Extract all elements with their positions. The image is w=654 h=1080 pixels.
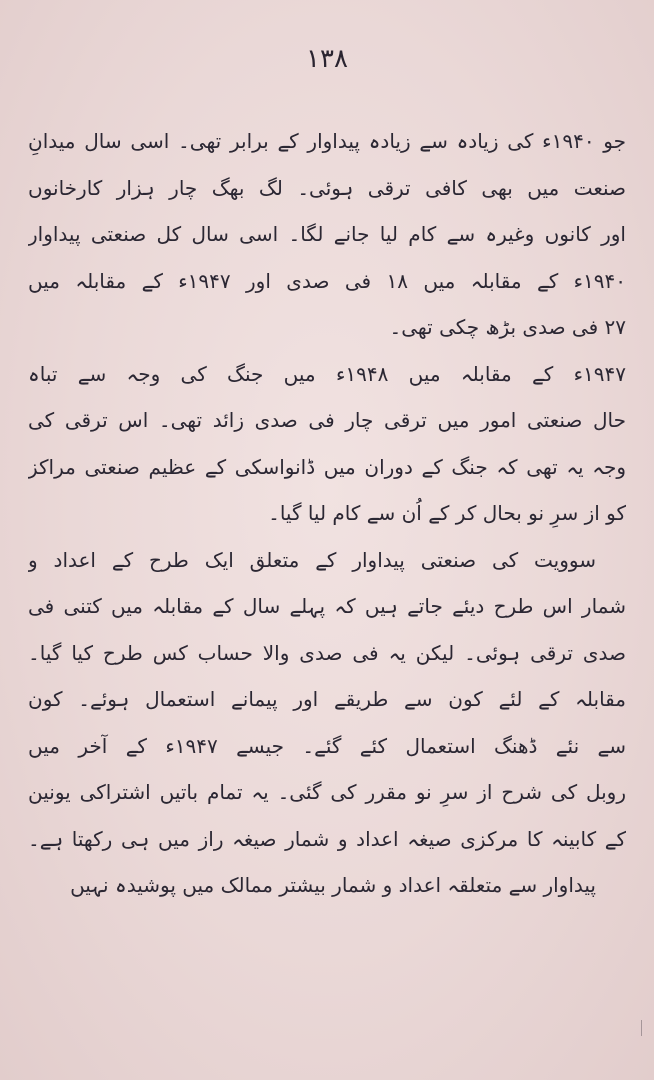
text-line: صنعت میں بھی کافی ترقی ہوئی۔ لگ بھگ چار ہزار کارخانوں — [28, 175, 626, 200]
text-line: اور کانوں وغیرہ سے کام لیا جانے لگا۔ اسی سال کل صنعتی پیداوار — [28, 222, 626, 246]
text-line: مقابلہ کے لئے کون سے طریقے اور پیمانے استعمال ہوئے۔ کون — [28, 687, 626, 711]
text-line: ۱۹۴۷ء کے مقابلہ میں ۱۹۴۸ء میں جنگ کی وجہ سے تباہ — [28, 361, 626, 386]
text-line: پیداوار سے متعلقہ اعداد و شمار بیشتر ممالک میں پوشیدہ نہیں — [70, 873, 596, 897]
text-line: سوویت کی صنعتی پیداوار کے متعلق ایک طرح کے اعداد و — [28, 547, 596, 572]
text-line: وجہ یہ تھی کہ جنگ کے دوران میں ڈانواسکی کے عظیم صنعتی مراکز — [28, 454, 626, 479]
text-line: کے کابینہ کا مرکزی صیغہ اعداد و شمار صیغہ راز میں ہی رکھتا ہے۔ — [28, 826, 626, 851]
text-line: شمار اس طرح دیئے جاتے ہیں کہ پہلے سال کے مقابلہ میں کتنی فی — [28, 594, 626, 618]
text-line: کو از سرِ نو بحال کر کے اُن سے کام لیا گیا۔ — [268, 501, 626, 525]
text-line: جو ۱۹۴۰ء کی زیادہ سے زیادہ پیداوار کے برابر تھی۔ اسی سال میدانِ — [28, 129, 626, 153]
text-line: حال صنعتی امور میں ترقی چار فی صدی زائد تھی۔ اس ترقی کی — [28, 408, 626, 432]
body-text — [28, 118, 626, 909]
text-line: روبل کی شرح از سرِ نو مقرر کی گئی۔ یہ تمام باتیں اشتراکی یونین — [28, 780, 626, 804]
page-edge-mark — [641, 1020, 642, 1036]
text-line: صدی ترقی ہوئی۔ لیکن یہ فی صدی والا حساب کس طرح کیا گیا۔ — [28, 640, 626, 665]
text-line: ۱۹۴۰ء کے مقابلہ میں ۱۸ فی صدی اور ۱۹۴۷ء کے مقابلہ میں — [28, 268, 626, 293]
text-line: ۲۷ فی صدی بڑھ چکی تھی۔ — [389, 315, 626, 339]
page-number: ۱۳۸ — [306, 44, 348, 74]
text-line: سے نئے ڈھنگ استعمال کئے گئے۔ جیسے ۱۹۴۷ء کے آخر میں — [28, 733, 626, 758]
